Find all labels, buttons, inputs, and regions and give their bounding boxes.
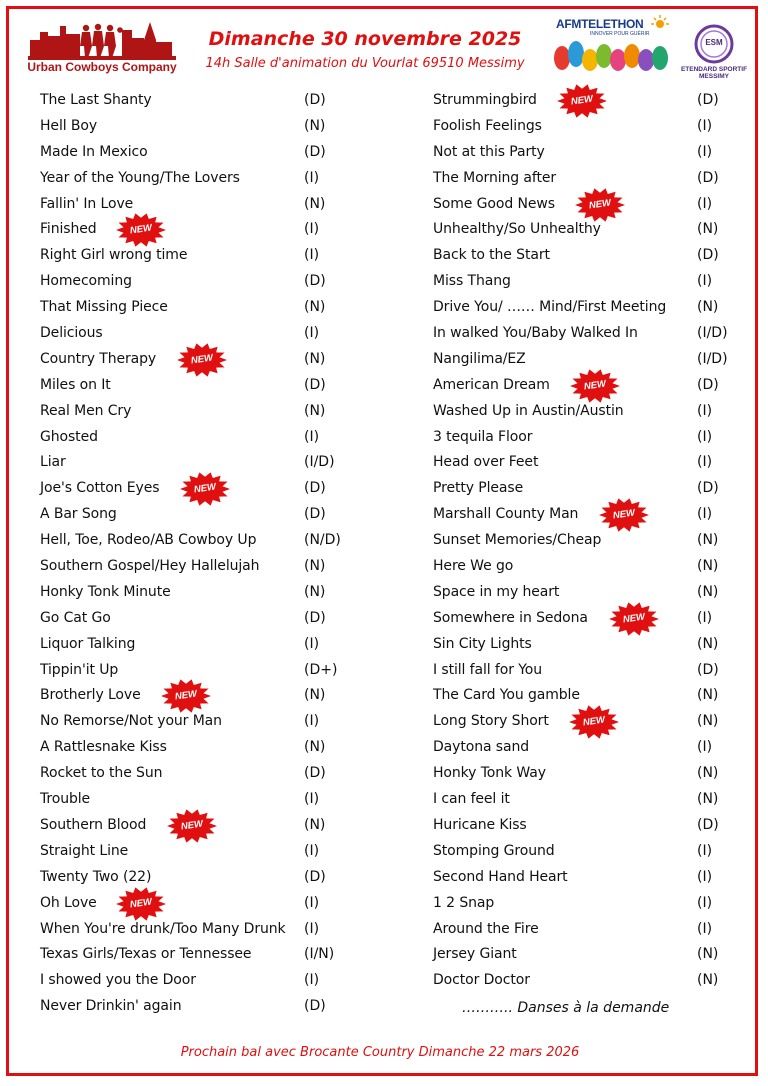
- song-row: [40, 969, 370, 995]
- song-row: [433, 581, 763, 607]
- song-row: [40, 141, 370, 167]
- song-level: (N): [304, 117, 326, 134]
- song-title: Liar: [40, 454, 66, 471]
- new-badge-label: NEW: [588, 197, 613, 212]
- song-level: (N): [697, 972, 719, 989]
- song-title: Tippin'it Up: [40, 661, 119, 678]
- song-row: [40, 892, 370, 918]
- song-title: Southern Blood: [40, 816, 147, 833]
- song-level: (I): [304, 247, 320, 264]
- song-level: (N): [304, 558, 326, 575]
- song-row: [40, 296, 370, 322]
- song-row: [40, 426, 370, 452]
- new-badge: [179, 471, 231, 507]
- song-level: (I): [697, 273, 713, 290]
- song-level: (I): [304, 972, 320, 989]
- song-title: Joe's Cotton Eyes: [40, 480, 160, 497]
- song-row: [433, 943, 763, 969]
- new-badge-label: NEW: [612, 507, 636, 522]
- song-level: (N): [697, 532, 719, 549]
- song-title: Finished: [40, 221, 97, 238]
- song-title: Pretty Please: [433, 480, 524, 497]
- song-level: (D): [304, 376, 326, 393]
- song-row: [40, 943, 370, 969]
- song-row: [40, 840, 370, 866]
- new-badge: [166, 808, 218, 844]
- song-level: (D): [304, 868, 326, 885]
- new-badge: [574, 187, 626, 223]
- song-level: (I): [304, 635, 320, 652]
- new-badge-label: NEW: [622, 611, 646, 626]
- song-list-left: [40, 89, 370, 1021]
- song-row: [433, 270, 763, 296]
- song-level: (I): [304, 713, 320, 730]
- new-badge: [556, 83, 608, 119]
- song-row: [40, 193, 370, 219]
- song-level: (N): [697, 635, 719, 652]
- new-badge: [608, 601, 660, 637]
- song-title: I showed you the Door: [40, 972, 196, 989]
- song-row: [40, 607, 370, 633]
- song-title: Not at this Party: [433, 143, 545, 160]
- song-row: [40, 348, 370, 374]
- song-row: [433, 400, 763, 426]
- song-title: Hell, Toe, Rodeo/AB Cowboy Up: [40, 532, 257, 549]
- afm-telethon-wordmark: AFMTELETHON: [556, 17, 644, 31]
- song-row: [433, 296, 763, 322]
- song-title: Liquor Talking: [40, 635, 136, 652]
- song-row: [40, 374, 370, 400]
- song-title: Second Hand Heart: [433, 868, 568, 885]
- song-title: A Bar Song: [40, 506, 117, 523]
- song-row: [433, 840, 763, 866]
- song-level: (D): [304, 765, 326, 782]
- song-level: (D): [697, 92, 719, 108]
- song-level: (D): [304, 92, 326, 108]
- new-badge-label: NEW: [582, 714, 607, 729]
- song-title: Here We go: [433, 558, 514, 575]
- song-level: (I): [697, 195, 713, 212]
- song-level: (I): [304, 842, 320, 859]
- song-row: [433, 555, 763, 581]
- new-badge-label: NEW: [583, 378, 607, 393]
- song-title: Real Men Cry: [40, 402, 132, 419]
- urban-cowboys-logo-text: Urban Cowboys Company: [27, 60, 177, 74]
- new-badge-label: NEW: [174, 688, 198, 703]
- song-title: The Morning after: [433, 169, 557, 186]
- song-level: (N): [697, 687, 719, 704]
- song-level: (I): [697, 920, 713, 937]
- song-title: When You're drunk/Too Many Drunk: [40, 920, 286, 937]
- song-level: (I): [304, 920, 320, 937]
- song-title: Right Girl wrong time: [40, 247, 188, 264]
- song-title: Jersey Giant: [433, 946, 517, 963]
- song-title: That Missing Piece: [40, 299, 168, 316]
- new-badge: [115, 212, 167, 248]
- song-row: [40, 814, 370, 840]
- song-row: [40, 555, 370, 581]
- song-title: Fallin' In Love: [40, 195, 134, 212]
- song-row: [40, 866, 370, 892]
- song-title: Hell Boy: [40, 117, 98, 134]
- song-level: (N): [697, 221, 719, 238]
- song-row: [433, 218, 763, 244]
- song-title: Nangilima/EZ: [433, 350, 526, 367]
- new-badge-label: NEW: [193, 481, 217, 496]
- new-badge-label: NEW: [189, 352, 214, 367]
- song-title: Washed Up in Austin/Austin: [433, 402, 624, 419]
- new-badge-label: NEW: [129, 222, 154, 237]
- song-title: Huricane Kiss: [433, 816, 527, 833]
- song-row: [40, 633, 370, 659]
- song-level: (I): [697, 402, 713, 419]
- song-level: (D): [304, 506, 326, 523]
- song-title: The Last Shanty: [40, 92, 152, 108]
- song-row: [433, 244, 763, 270]
- event-title: Dimanche 30 novembre 2025: [208, 28, 522, 50]
- song-title: Honky Tonk Way: [433, 765, 546, 782]
- song-level: (N): [304, 816, 326, 833]
- song-title: American Dream: [433, 376, 550, 393]
- song-title: 1 2 Snap: [433, 894, 495, 911]
- song-title: Made In Mexico: [40, 143, 148, 160]
- song-title: Twenty Two (22): [40, 868, 152, 885]
- song-title: Homecoming: [40, 273, 132, 290]
- song-level: (I): [304, 221, 320, 238]
- song-title: Brotherly Love: [40, 687, 141, 704]
- song-level: (D): [304, 998, 326, 1015]
- song-level: (N): [697, 791, 719, 808]
- song-level: (I): [697, 117, 713, 134]
- song-title: Sin City Lights: [433, 635, 532, 652]
- song-row: [433, 141, 763, 167]
- song-title: I still fall for You: [433, 661, 543, 678]
- song-title: Oh Love: [40, 894, 97, 911]
- song-row: [433, 115, 763, 141]
- song-row: [433, 89, 763, 115]
- song-title: Miles on It: [40, 376, 111, 393]
- song-title: I can feel it: [433, 791, 510, 808]
- song-title: Space in my heart: [433, 583, 560, 600]
- song-row: [40, 477, 370, 503]
- song-row: [433, 814, 763, 840]
- song-level: (I/D): [697, 350, 728, 367]
- song-title: Miss Thang: [433, 273, 511, 290]
- song-row: [40, 736, 370, 762]
- song-level: (D): [304, 273, 326, 290]
- song-level: (I): [697, 894, 713, 911]
- song-row: [40, 684, 370, 710]
- song-row: [433, 918, 763, 944]
- dances-on-demand: ……….. Danses à la demande: [462, 1000, 670, 1016]
- song-row: [40, 115, 370, 141]
- song-row: [433, 788, 763, 814]
- song-level: (N): [304, 350, 326, 367]
- song-row: [40, 270, 370, 296]
- song-title: Straight Line: [40, 842, 129, 859]
- song-level: (I): [304, 791, 320, 808]
- song-level: (D): [697, 376, 719, 393]
- song-level: (I/D): [697, 325, 728, 342]
- song-row: [433, 607, 763, 633]
- song-level: (I): [697, 868, 713, 885]
- song-title: Drive You/ …… Mind/First Meeting: [433, 299, 667, 316]
- song-level: (N/D): [304, 532, 341, 549]
- song-row: [40, 762, 370, 788]
- song-level: (I/N): [304, 946, 335, 963]
- song-row: [433, 451, 763, 477]
- song-level: (I): [304, 169, 320, 186]
- song-title: Rocket to the Sun: [40, 765, 163, 782]
- song-level: (I): [304, 894, 320, 911]
- song-row: [40, 529, 370, 555]
- song-level: (N): [304, 299, 326, 316]
- song-title: Doctor Doctor: [433, 972, 530, 989]
- new-badge-label: NEW: [129, 896, 154, 911]
- song-level: (I): [304, 428, 320, 445]
- song-row: [433, 762, 763, 788]
- song-level: (D): [697, 661, 719, 678]
- song-list-right: [433, 89, 763, 995]
- song-level: (N): [697, 299, 719, 316]
- song-level: (I): [697, 609, 713, 626]
- esm-logo-text: ETENDARD SPORTIF MESSIMY: [680, 66, 748, 80]
- song-title: Texas Girls/Texas or Tennessee: [40, 946, 252, 963]
- song-level: (I): [304, 325, 320, 342]
- song-row: [433, 892, 763, 918]
- song-row: [433, 193, 763, 219]
- esm-logo-letters: ESM: [705, 38, 723, 47]
- song-title: The Card You gamble: [433, 687, 580, 704]
- song-level: (N): [304, 739, 326, 756]
- song-row: [433, 633, 763, 659]
- song-level: (I): [697, 739, 713, 756]
- song-level: (D): [304, 609, 326, 626]
- song-title: No Remorse/Not your Man: [40, 713, 222, 730]
- song-level: (N): [697, 946, 719, 963]
- new-badge: [568, 704, 620, 740]
- new-badge: [176, 342, 228, 378]
- song-title: Back to the Start: [433, 247, 550, 264]
- song-title: Never Drinkin' again: [40, 998, 182, 1015]
- song-level: (D): [697, 247, 719, 264]
- new-badge: [598, 497, 650, 533]
- song-level: (N): [304, 402, 326, 419]
- song-row: [40, 218, 370, 244]
- song-row: [433, 736, 763, 762]
- song-row: [433, 710, 763, 736]
- song-title: Marshall County Man: [433, 506, 579, 523]
- song-title: Sunset Memories/Cheap: [433, 532, 602, 549]
- song-row: [433, 374, 763, 400]
- song-row: [433, 322, 763, 348]
- new-badge: [115, 886, 167, 922]
- song-title: Honky Tonk Minute: [40, 583, 171, 600]
- song-row: [40, 581, 370, 607]
- song-title: Go Cat Go: [40, 609, 111, 626]
- song-row: [40, 918, 370, 944]
- song-row: [40, 244, 370, 270]
- song-title: A Rattlesnake Kiss: [40, 739, 167, 756]
- song-title: 3 tequila Floor: [433, 428, 533, 445]
- song-row: [40, 400, 370, 426]
- song-row: [433, 866, 763, 892]
- song-level: (D): [304, 480, 326, 497]
- song-level: (D): [697, 169, 719, 186]
- song-title: Strummingbird: [433, 92, 537, 108]
- song-level: (I): [697, 143, 713, 160]
- song-title: Delicious: [40, 325, 103, 342]
- song-title: Stomping Ground: [433, 842, 555, 859]
- new-badge-label: NEW: [570, 93, 594, 108]
- song-level: (I): [697, 428, 713, 445]
- song-title: Southern Gospel/Hey Hallelujah: [40, 558, 260, 575]
- song-title: In walked You/Baby Walked In: [433, 325, 638, 342]
- next-event-footer: Prochain bal avec Brocante Country Dimanche 22 mars 2026: [180, 1045, 580, 1060]
- song-title: Around the Fire: [433, 920, 539, 937]
- song-title: Somewhere in Sedona: [433, 609, 588, 626]
- song-row: [40, 503, 370, 529]
- song-row: [40, 995, 370, 1021]
- new-badge-label: NEW: [179, 818, 204, 833]
- song-level: (I): [697, 842, 713, 859]
- song-level: (N): [697, 713, 719, 730]
- song-level: (D): [697, 816, 719, 833]
- song-title: Ghosted: [40, 428, 98, 445]
- song-level: (N): [697, 583, 719, 600]
- song-title: Trouble: [40, 791, 91, 808]
- song-title: Long Story Short: [433, 713, 549, 730]
- song-title: Some Good News: [433, 195, 555, 212]
- song-row: [40, 710, 370, 736]
- song-row: [40, 89, 370, 115]
- song-row: [433, 426, 763, 452]
- song-level: (D+): [304, 661, 338, 678]
- song-level: (N): [304, 195, 326, 212]
- song-row: [433, 529, 763, 555]
- song-title: Unhealthy/So Unhealthy: [433, 221, 601, 238]
- song-level: (N): [697, 765, 719, 782]
- song-level: (N): [304, 583, 326, 600]
- song-title: Country Therapy: [40, 350, 157, 367]
- new-badge: [569, 368, 621, 404]
- song-level: (I): [697, 454, 713, 471]
- new-badge: [160, 678, 212, 714]
- song-title: Daytona sand: [433, 739, 530, 756]
- song-level: (N): [697, 558, 719, 575]
- song-title: Foolish Feelings: [433, 117, 542, 134]
- song-level: (D): [304, 143, 326, 160]
- song-title: Head over Feet: [433, 454, 539, 471]
- song-level: (N): [304, 687, 326, 704]
- song-row: [433, 659, 763, 685]
- afm-telethon-tagline: INNOVER POUR GUÉRIR: [590, 31, 650, 37]
- song-level: (D): [697, 480, 719, 497]
- song-row: [433, 503, 763, 529]
- song-row: [40, 167, 370, 193]
- song-level: (I/D): [304, 454, 335, 471]
- event-subtitle: 14h Salle d'animation du Vourlat 69510 Messimy: [205, 56, 525, 71]
- song-level: (I): [697, 506, 713, 523]
- song-title: Year of the Young/The Lovers: [40, 169, 240, 186]
- song-row: [433, 969, 763, 995]
